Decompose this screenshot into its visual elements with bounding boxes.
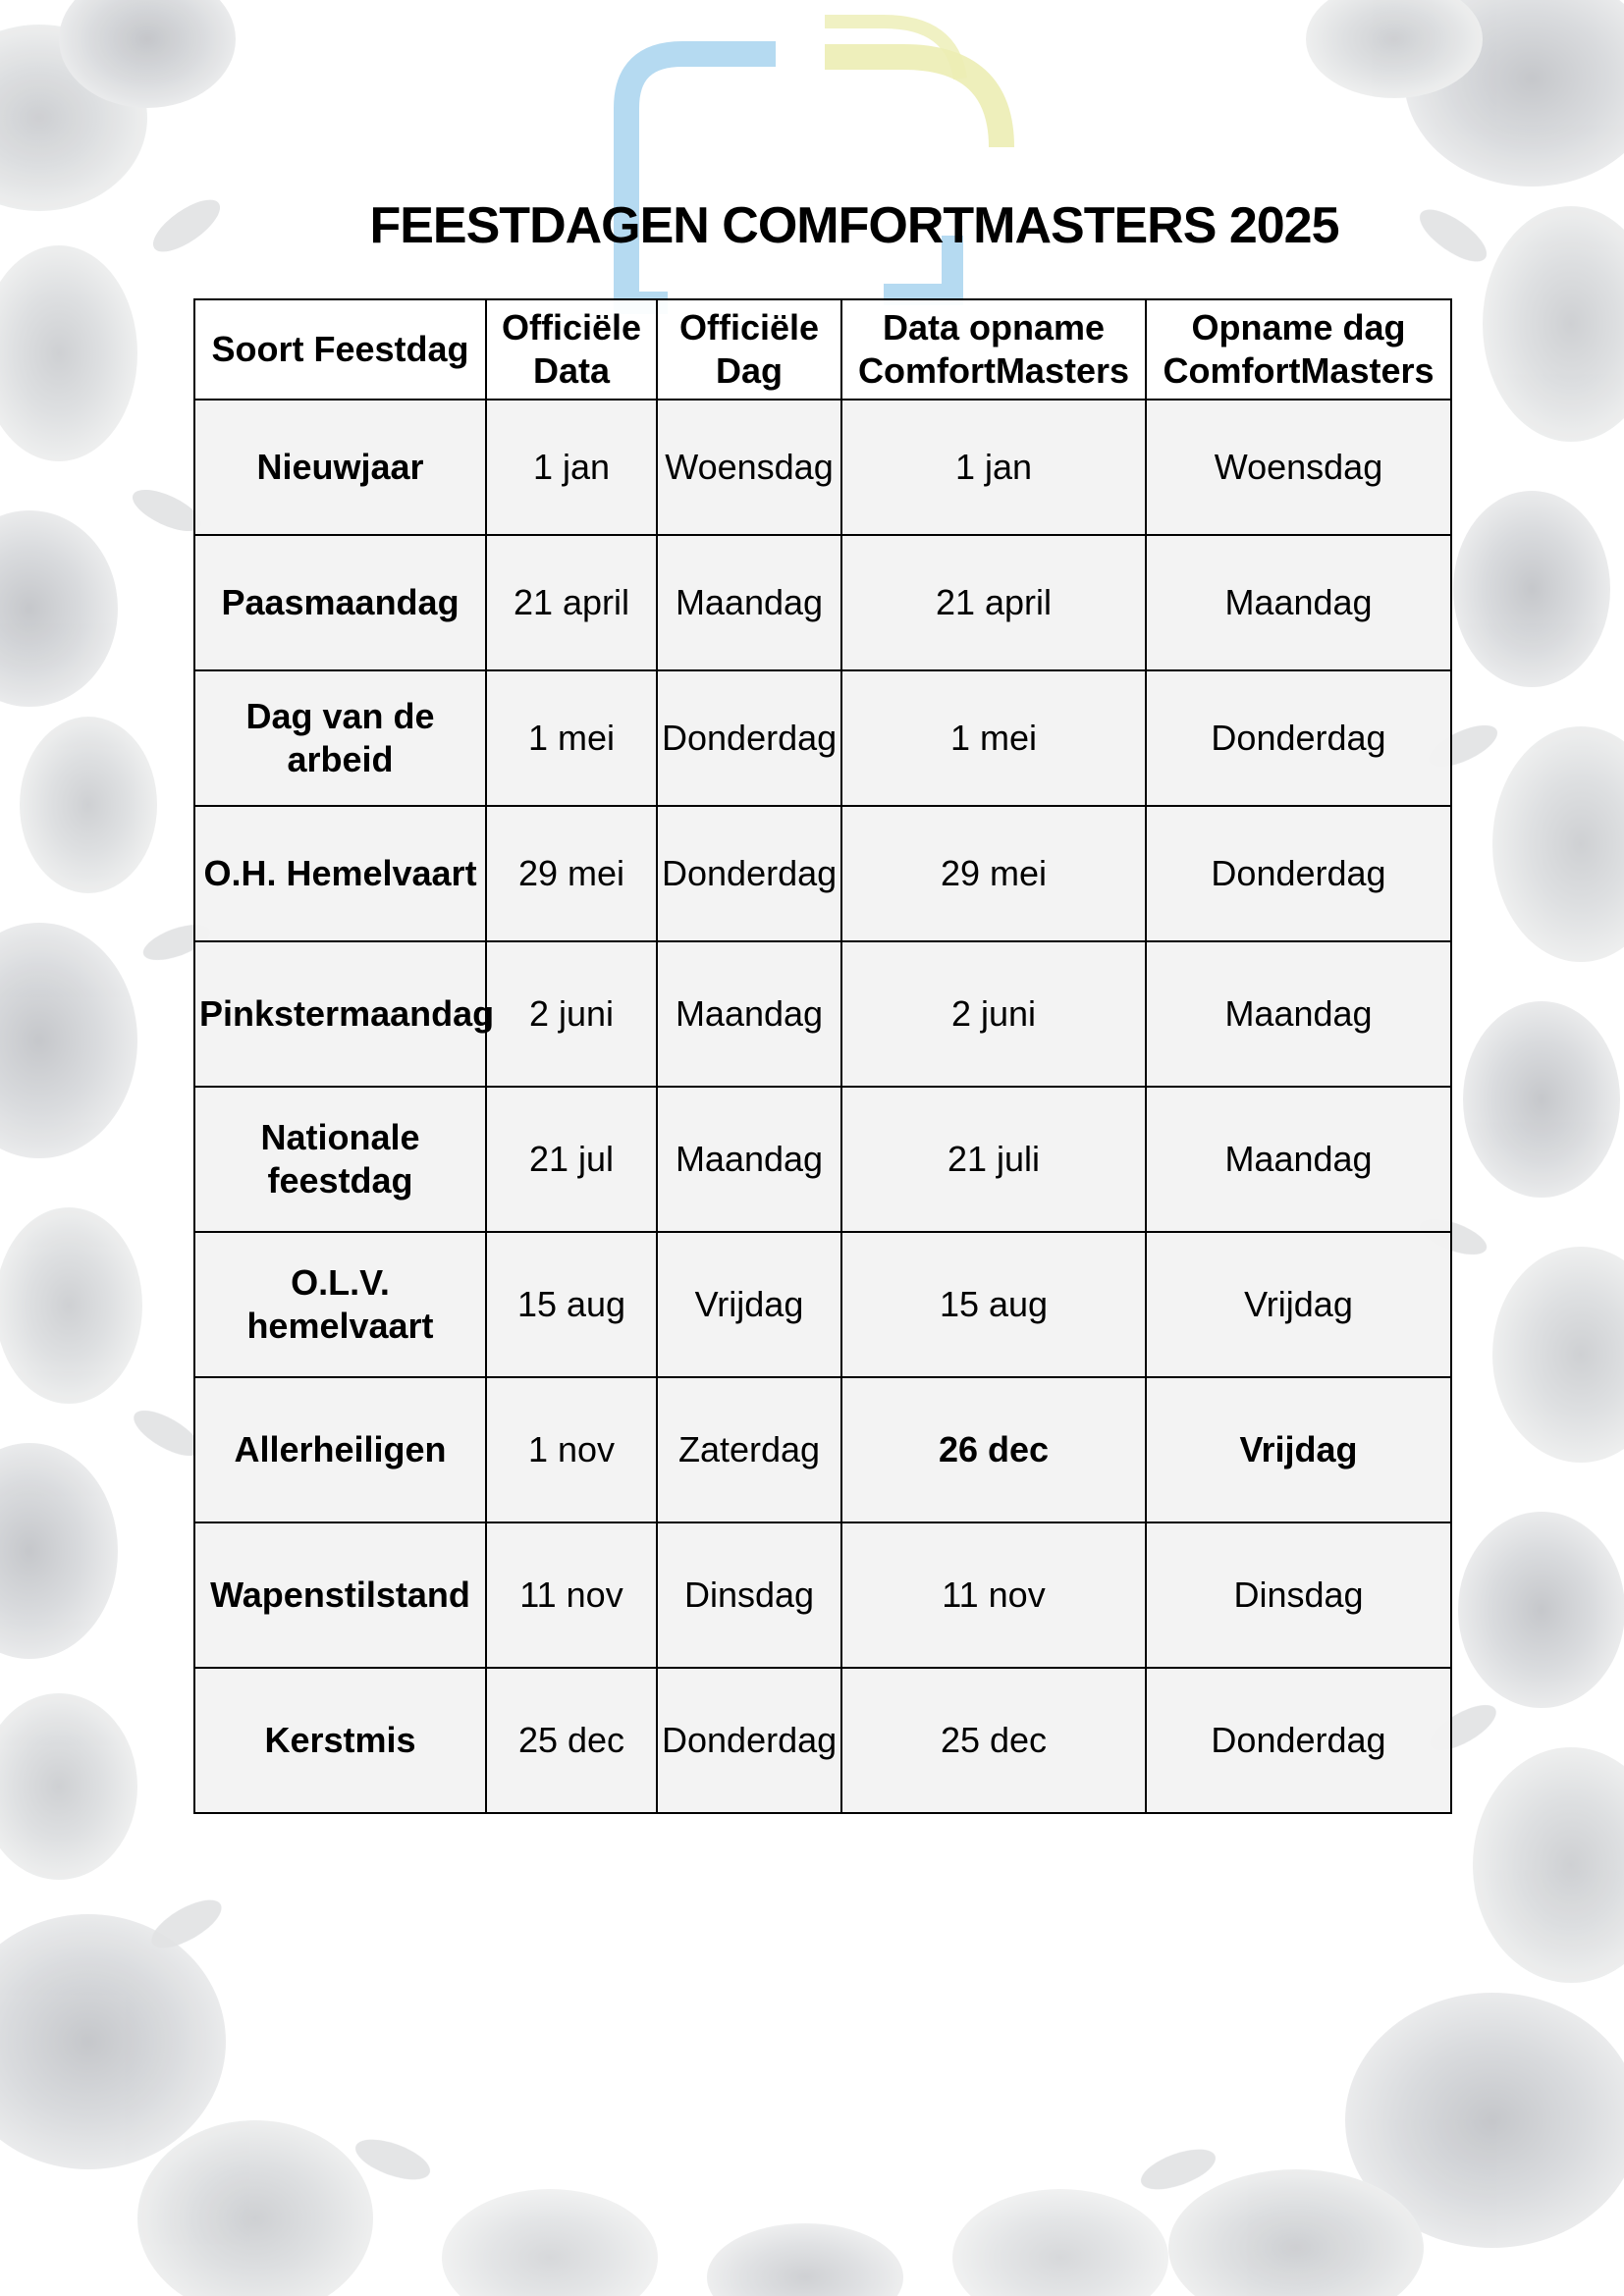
- official-date: 11 nov: [486, 1522, 657, 1668]
- recovery-date: 2 juni: [841, 941, 1146, 1087]
- official-day: Donderdag: [657, 670, 841, 806]
- bottom-floral-row: [442, 2189, 1168, 2296]
- page-title: FEESTDAGEN COMFORTMASTERS 2025: [369, 197, 1339, 254]
- recovery-day: Dinsdag: [1146, 1522, 1451, 1668]
- recovery-day: Donderdag: [1146, 806, 1451, 941]
- recovery-date: 26 dec: [841, 1377, 1146, 1522]
- column-header-opname-dag: Opname dag ComfortMasters: [1146, 299, 1451, 400]
- holiday-name: Paasmaandag: [194, 535, 486, 670]
- recovery-date: 29 mei: [841, 806, 1146, 941]
- official-date: 15 aug: [486, 1232, 657, 1377]
- column-header-data-opname: Data opname ComfortMasters: [841, 299, 1146, 400]
- official-date: 1 mei: [486, 670, 657, 806]
- recovery-date: 21 april: [841, 535, 1146, 670]
- table-row: [194, 1522, 1451, 1668]
- holiday-name: Nieuwjaar: [194, 400, 486, 535]
- table-row: [194, 1232, 1451, 1377]
- holiday-name: O.L.V. hemelvaart: [194, 1232, 486, 1377]
- table-row: [194, 670, 1451, 806]
- recovery-day: Maandag: [1146, 535, 1451, 670]
- recovery-date: 1 mei: [841, 670, 1146, 806]
- official-date: 21 april: [486, 535, 657, 670]
- column-header-officiele-data: Officiële Data: [486, 299, 657, 400]
- logo-blue-bracket-shape: [626, 54, 776, 304]
- official-date: 1 jan: [486, 400, 657, 535]
- official-day: Vrijdag: [657, 1232, 841, 1377]
- recovery-day: Woensdag: [1146, 400, 1451, 535]
- table-row: [194, 941, 1451, 1087]
- column-header-officiele-dag: Officiële Dag: [657, 299, 841, 400]
- recovery-day: Vrijdag: [1146, 1232, 1451, 1377]
- holidays-table: [193, 298, 1452, 1814]
- holiday-name: O.H. Hemelvaart: [194, 806, 486, 941]
- official-day: Dinsdag: [657, 1522, 841, 1668]
- table-row: [194, 1087, 1451, 1232]
- holiday-name: Wapenstilstand: [194, 1522, 486, 1668]
- official-date: 1 nov: [486, 1377, 657, 1522]
- official-day: Maandag: [657, 535, 841, 670]
- recovery-date: 1 jan: [841, 400, 1146, 535]
- table-row: [194, 535, 1451, 670]
- recovery-date: 21 juli: [841, 1087, 1146, 1232]
- recovery-date: 25 dec: [841, 1668, 1146, 1813]
- official-date: 2 juni: [486, 941, 657, 1087]
- official-date: 25 dec: [486, 1668, 657, 1813]
- recovery-day: Maandag: [1146, 1087, 1451, 1232]
- official-day: Donderdag: [657, 1668, 841, 1813]
- recovery-day: Donderdag: [1146, 670, 1451, 806]
- table-row: [194, 806, 1451, 941]
- recovery-day: Maandag: [1146, 941, 1451, 1087]
- official-date: 29 mei: [486, 806, 657, 941]
- holiday-name: Nationale feestdag: [194, 1087, 486, 1232]
- logo-yellow-bracket-shape: [825, 57, 1001, 147]
- column-header-soort-feestdag: Soort Feestdag: [194, 299, 486, 400]
- comfortmasters-logo-watermark: [589, 0, 1041, 314]
- recovery-date: 11 nov: [841, 1522, 1146, 1668]
- official-day: Woensdag: [657, 400, 841, 535]
- recovery-day: Donderdag: [1146, 1668, 1451, 1813]
- official-day: Donderdag: [657, 806, 841, 941]
- table-row: [194, 1668, 1451, 1813]
- official-day: Zaterdag: [657, 1377, 841, 1522]
- holiday-name: Kerstmis: [194, 1668, 486, 1813]
- recovery-day: Vrijdag: [1146, 1377, 1451, 1522]
- holiday-name: Pinkstermaandag: [194, 941, 486, 1087]
- holiday-name: Dag van de arbeid: [194, 670, 486, 806]
- official-day: Maandag: [657, 941, 841, 1087]
- table-header-row: [194, 299, 1451, 400]
- table-row: [194, 1377, 1451, 1522]
- recovery-date: 15 aug: [841, 1232, 1146, 1377]
- official-date: 21 jul: [486, 1087, 657, 1232]
- official-day: Maandag: [657, 1087, 841, 1232]
- table-row: [194, 400, 1451, 535]
- holiday-name: Allerheiligen: [194, 1377, 486, 1522]
